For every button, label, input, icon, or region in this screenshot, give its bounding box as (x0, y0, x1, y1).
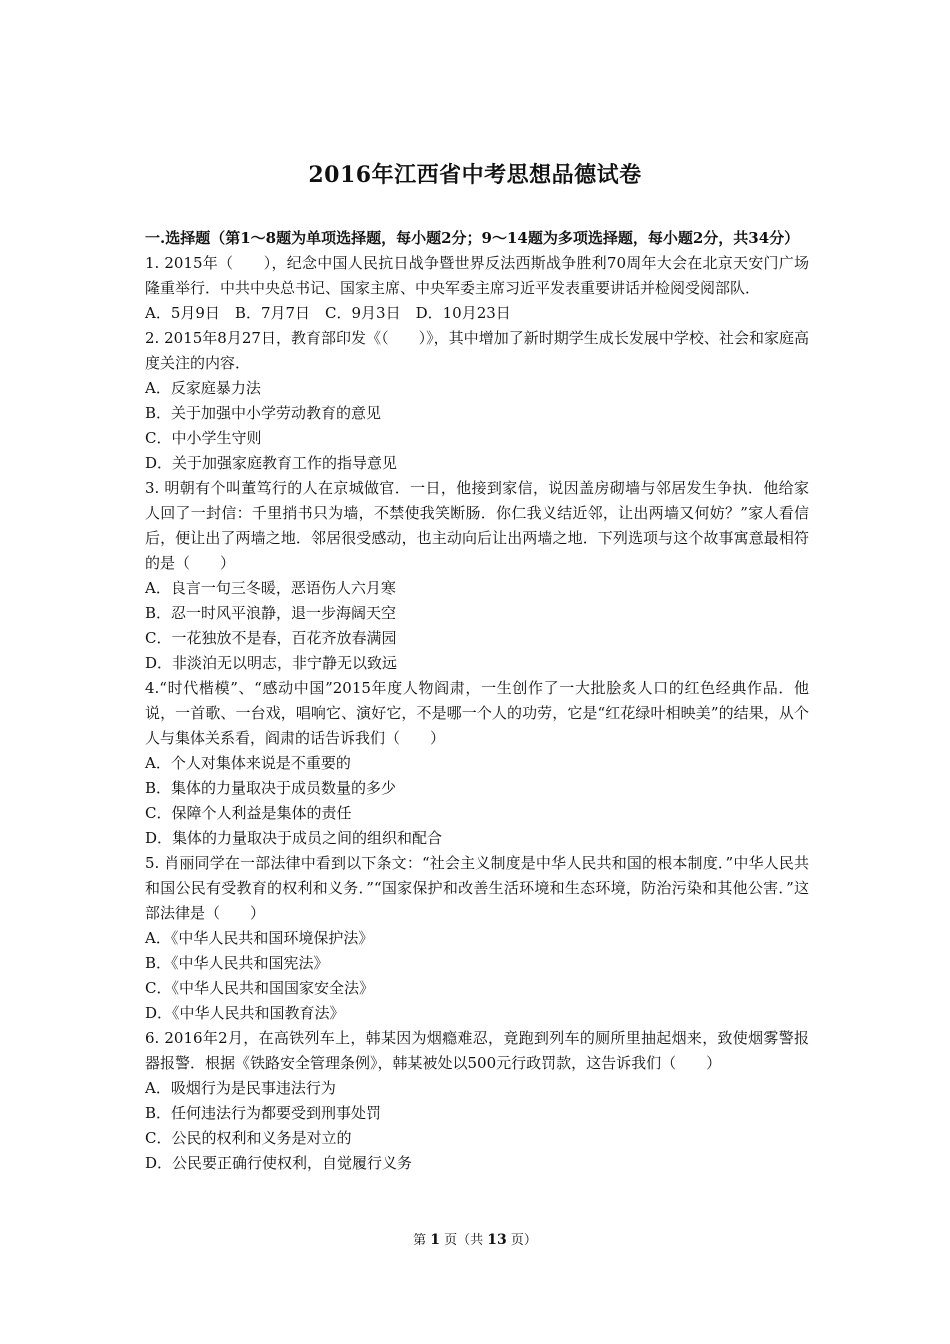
option-c: C．公民的权利和义务是对立的 (145, 1129, 352, 1147)
question-3 (145, 476, 809, 676)
option-d: D．集体的力量取决于成员之间的组织和配合 (145, 829, 443, 847)
option-d: D．非淡泊无以明志，非宁静无以致远 (145, 654, 398, 672)
option-d: D．公民要正确行使权利，自觉履行义务 (145, 1154, 413, 1172)
page-title: 2016年江西省中考思想品德试卷 (308, 162, 642, 188)
option-b: B．集体的力量取决于成员数量的多少 (145, 779, 397, 797)
footer-page-number: 1 (430, 1232, 440, 1248)
footer-prefix: 第 (413, 1233, 427, 1248)
section-heading: 一.选择题（第1～8题为单项选择题，每小题2分；9～14题为多项选择题，每小题2分，共34分） (145, 229, 800, 247)
option-c: C．《中华人民共和国国家安全法》 (145, 979, 374, 997)
option-a: A．反家庭暴力法 (145, 379, 261, 397)
option-c: C．保障个人利益是集体的责任 (145, 804, 352, 822)
question-5 (145, 851, 809, 1026)
option-a: A．个人对集体来说是不重要的 (145, 754, 351, 772)
question-stem: 3. 明朝有个叫董笃行的人在京城做官．一日，他接到家信，说因盖房砌墙与邻居发生争执．他给家人回了一封信：千里捎书只为墙，不禁使我笑断肠．你仁我义结近邻，让出两墙又何妨？”家人看信后，便让出了两墙之地．邻居很受感动，也主动向后让出两墙之地．下列选项与这个故事寓意最相符的是（ ） (145, 479, 809, 572)
exam-content (145, 226, 809, 1176)
question-stem: 6. 2016年2月，在高铁列车上，韩某因为烟瘾难忍，竟跑到列车的厕所里抽起烟来，致使烟雾警报器报警．根据《铁路安全管理条例》，韩某被处以500元行政罚款，这告诉我们（ ） (145, 1029, 809, 1072)
option-d: D．关于加强家庭教育工作的指导意见 (145, 454, 398, 472)
option-b: B．关于加强中小学劳动教育的意见 (145, 404, 382, 422)
option-d: D．《中华人民共和国教育法》 (145, 1004, 345, 1022)
question-2 (145, 326, 809, 476)
option-c: C．一花独放不是春，百花齐放春满园 (145, 629, 397, 647)
question-stem: 4.“时代楷模”、“感动中国”2015年度人物阎肃，一生创作了一大批脍炙人口的红色经典作品．他说，一首歌、一台戏，唱响它、演好它，不是哪一个人的功劳，它是“红花绿叶相映美”的结果，从个人与集体关系看，阎肃的话告诉我们（ ） (145, 679, 809, 747)
question-4 (145, 676, 809, 851)
question-stem: 1. 2015年（ ），纪念中国人民抗日战争暨世界反法西斯战争胜利70周年大会在北京天安门广场隆重举行．中共中央总书记、国家主席、中央军委主席习近平发表重要讲话并检阅受阅部队． (145, 254, 809, 297)
option-a: A．吸烟行为是民事违法行为 (145, 1079, 336, 1097)
question-options-inline: A．5月9日 B．7月7日 C．9月3日 D．10月23日 (145, 304, 511, 322)
option-b: B．忍一时风平浪静，退一步海阔天空 (145, 604, 397, 622)
question-stem: 5. 肖丽同学在一部法律中看到以下条文：“社会主义制度是中华人民共和国的根本制度．”中华人民共和国公民有受教育的权利和义务．”“国家保护和改善生活环境和生态环境，防治污染和其他公害．”这部法律是（ ） (145, 854, 809, 922)
option-b: B．《中华人民共和国宪法》 (145, 954, 329, 972)
question-stem: 2. 2015年8月27日，教育部印发《（ ）》，其中增加了新时期学生成长发展中学校、社会和家庭高度关注的内容． (145, 329, 809, 372)
option-a: A．良言一句三冬暖，恶语伤人六月寒 (145, 579, 396, 597)
footer-middle: 页（共 (444, 1233, 484, 1248)
page-footer (0, 1229, 950, 1248)
footer-suffix: 页） (510, 1233, 537, 1248)
question-1 (145, 251, 809, 326)
option-c: C．中小学生守则 (145, 429, 262, 447)
footer-total-pages: 13 (487, 1232, 507, 1248)
option-b: B．任何违法行为都要受到刑事处罚 (145, 1104, 382, 1122)
question-6 (145, 1026, 809, 1176)
option-a: A．《中华人民共和国环境保护法》 (145, 929, 374, 947)
